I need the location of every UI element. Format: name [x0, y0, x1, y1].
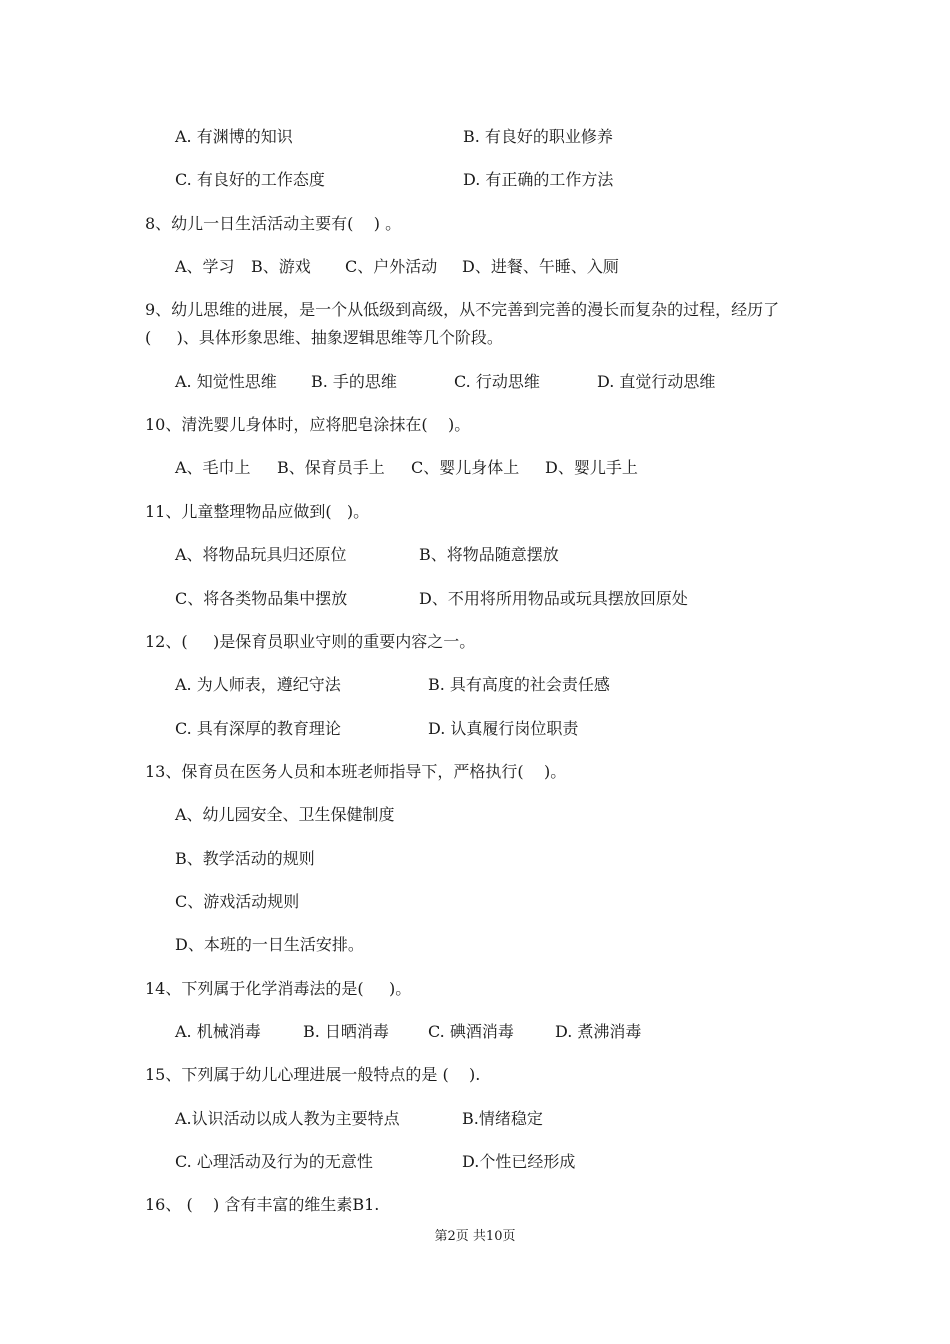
q12-option-a: A. 为人师表，遵纪守法	[175, 675, 341, 694]
page-number: 第2页 共10页	[434, 1229, 516, 1244]
q8-option-c: C、户外活动	[345, 257, 438, 276]
q8-option-a: A、学习	[175, 257, 235, 276]
q15-option-b: B.情绪稳定	[462, 1109, 543, 1128]
q11-option-a: A、将物品玩具归还原位	[175, 545, 347, 564]
q10-stem: 10、清洗婴儿身体时，应将肥皂涂抹在( )。	[145, 415, 471, 434]
q10-option-b: B、保育员手上	[277, 458, 385, 477]
q9-option-b: B. 手的思维	[311, 372, 397, 391]
q7-option-a: A. 有渊博的知识	[175, 127, 293, 146]
q15-option-a: A.认识活动以成人教为主要特点	[175, 1109, 400, 1128]
q9-stem-line1: 9、幼儿思维的进展，是一个从低级到高级，从不完善到完善的漫长而复杂的过程，经历了	[145, 300, 780, 319]
q9-option-a: A. 知觉性思维	[175, 372, 277, 391]
q11-option-d: D、不用将所用物品或玩具摆放回原处	[419, 589, 688, 608]
q14-option-a: A. 机械消毒	[175, 1022, 261, 1041]
q10-option-c: C、婴儿身体上	[411, 458, 520, 477]
q7-option-c: C. 有良好的工作态度	[175, 170, 325, 189]
q9-option-c: C. 行动思维	[454, 372, 540, 391]
q15-stem: 15、下列属于幼儿心理进展一般特点的是 ( ).	[145, 1065, 481, 1084]
q10-option-a: A、毛巾上	[175, 458, 251, 477]
q7-option-b: B. 有良好的职业修养	[463, 127, 613, 146]
q12-option-b: B. 具有高度的社会责任感	[428, 675, 610, 694]
q7-option-d: D. 有正确的工作方法	[463, 170, 614, 189]
q13-option-c: C、游戏活动规则	[175, 892, 300, 911]
q15-option-d: D.个性已经形成	[462, 1152, 576, 1171]
q9-stem-line2: ( )、具体形象思维、抽象逻辑思维等几个阶段。	[145, 328, 503, 347]
q11-stem: 11、儿童整理物品应做到( )。	[145, 502, 370, 521]
q12-stem: 12、( )是保育员职业守则的重要内容之一。	[145, 632, 476, 651]
q16-stem: 16、 ( ) 含有丰富的维生素B1.	[145, 1195, 380, 1214]
q13-option-a: A、幼儿园安全、卫生保健制度	[175, 805, 395, 824]
q8-option-d: D、进餐、午睡、入厕	[462, 257, 619, 276]
q12-option-c: C. 具有深厚的教育理论	[175, 719, 341, 738]
q9-option-d: D. 直觉行动思维	[597, 372, 716, 391]
q11-option-b: B、将物品随意摆放	[419, 545, 559, 564]
q10-option-d: D、婴儿手上	[545, 458, 638, 477]
q14-option-d: D. 煮沸消毒	[555, 1022, 642, 1041]
q11-option-c: C、将各类物品集中摆放	[175, 589, 348, 608]
q8-stem: 8、幼儿一日生活活动主要有( ) 。	[145, 214, 402, 233]
q12-option-d: D. 认真履行岗位职责	[428, 719, 579, 738]
q13-option-d: D、本班的一日生活安排。	[175, 935, 364, 954]
q14-stem: 14、下列属于化学消毒法的是( )。	[145, 979, 412, 998]
q13-option-b: B、教学活动的规则	[175, 849, 315, 868]
q15-option-c: C. 心理活动及行为的无意性	[175, 1152, 373, 1171]
q14-option-b: B. 日晒消毒	[303, 1022, 389, 1041]
q8-option-b: B、游戏	[251, 257, 311, 276]
q14-option-c: C. 碘酒消毒	[428, 1022, 514, 1041]
q13-stem: 13、保育员在医务人员和本班老师指导下，严格执行( )。	[145, 762, 567, 781]
